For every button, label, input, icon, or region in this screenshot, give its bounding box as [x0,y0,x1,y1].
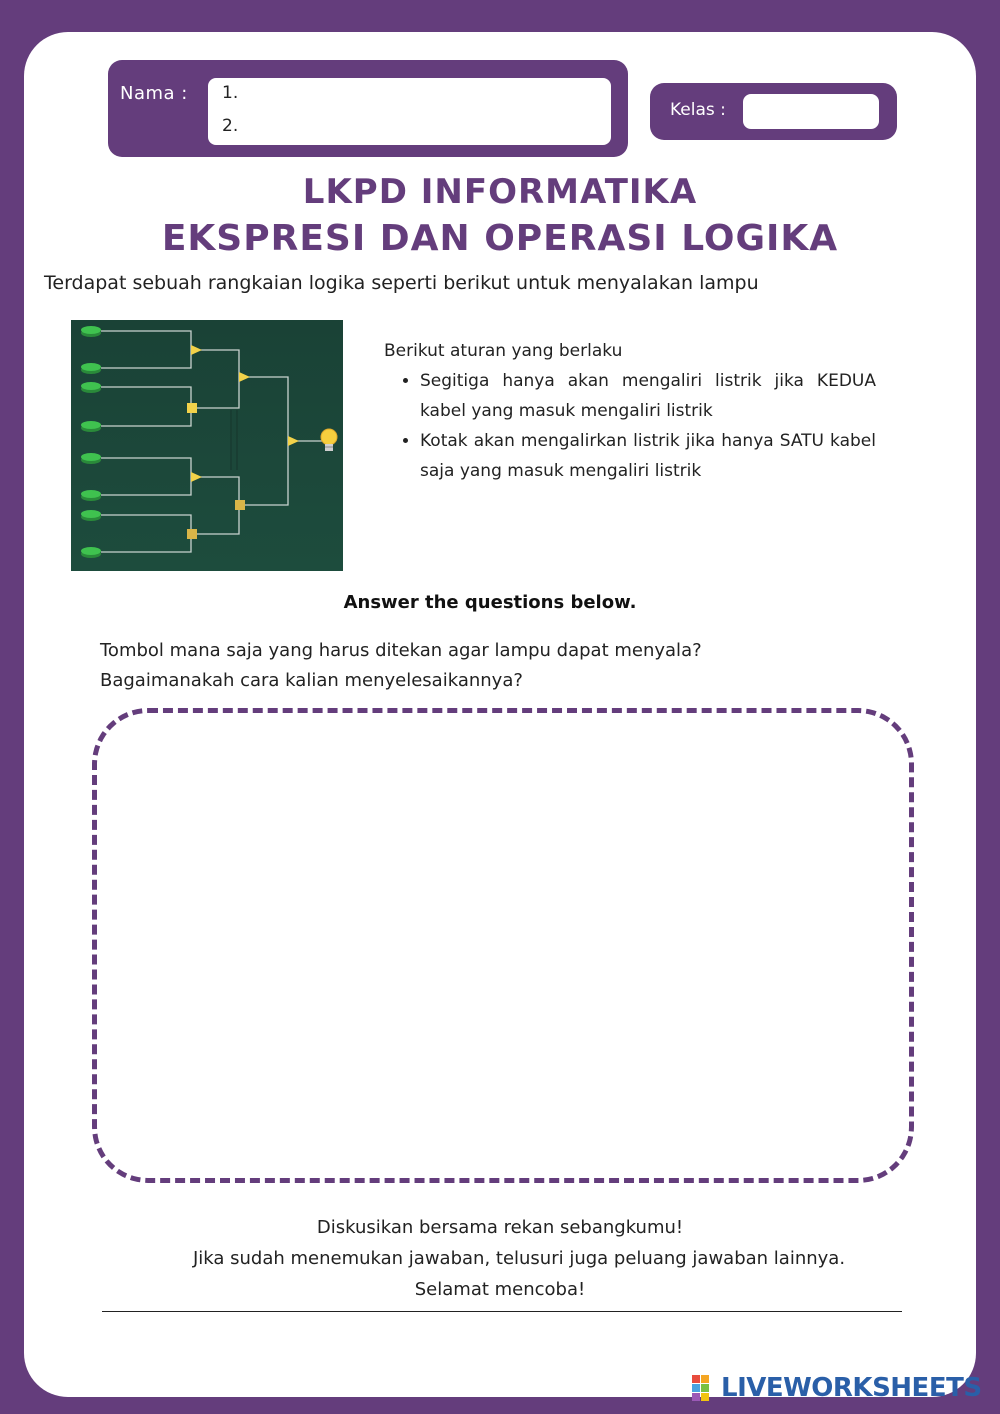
rule-item: • Kotak akan mengalirkan listrik jika hanya SATU kabel saja yang masuk mengaliri listrik [420,426,876,486]
brand-logo-link[interactable] [692,1372,982,1404]
name-line-2: 2. [222,116,239,136]
question-text [100,636,702,696]
intro-text: Terdapat sebuah rangkaian logika seperti berikut untuk menyalakan lampu [44,272,759,294]
rules-heading: Berikut aturan yang berlaku [384,341,623,361]
name-line-1: 1. [222,83,239,103]
liveworksheets-icon [692,1375,718,1401]
page-title: LKPD INFORMATIKA [302,172,698,212]
logic-circuit-image [71,320,343,571]
name-panel [108,60,628,157]
footer-line-3: Selamat mencoba! [414,1279,586,1300]
class-label: Kelas : [670,100,726,120]
footer-text [0,1212,1000,1305]
rules-panel [384,336,876,486]
question-2: Bagaimanakah cara kalian menyelesaikannya? [100,670,523,691]
answer-area[interactable] [92,708,914,1183]
brand-name: LIVEWORKSHEETS [721,1373,982,1403]
class-input[interactable] [743,94,879,129]
footer-line-1: Diskusikan bersama rekan sebangkumu! [316,1217,684,1238]
class-panel [650,83,897,140]
divider [102,1311,902,1312]
footer-line-2: Jika sudah menemukan jawaban, telusuri juga peluang jawaban lainnya. [192,1248,846,1269]
name-label: Nama : [120,83,188,104]
rules-list [384,366,876,486]
questions-heading: Answer the questions below. [343,592,637,613]
question-1: Tombol mana saja yang harus ditekan agar lampu dapat menyala? [100,640,702,661]
rule-item: • Segitiga hanya akan mengaliri listrik jika KEDUA kabel yang masuk mengaliri listrik [420,366,876,426]
page-subtitle: EKSPRESI DAN OPERASI LOGIKA [161,218,839,259]
name-input[interactable] [208,78,611,145]
